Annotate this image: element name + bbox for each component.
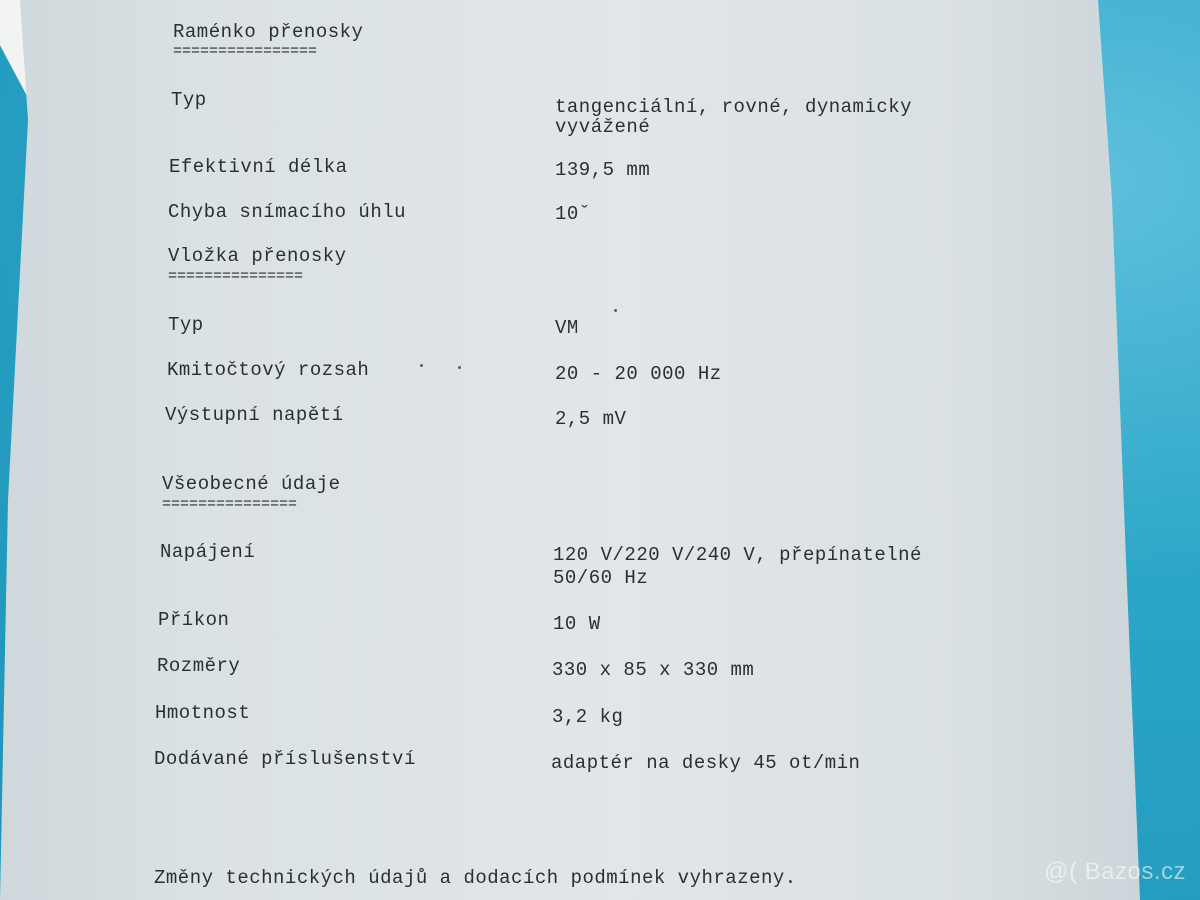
spec-label: Hmotnost [155, 702, 251, 724]
spec-value-cont: vyvážené [555, 116, 651, 138]
spec-value: adaptér na desky 45 ot/min [551, 752, 861, 774]
section-heading-tonearm: Raménko přenosky [173, 21, 364, 43]
spec-value: 139,5 mm [555, 159, 651, 181]
paper-speck [614, 309, 617, 312]
spec-label: Výstupní napětí [165, 404, 344, 426]
spec-value: tangenciální, rovné, dynamicky [555, 96, 913, 118]
spec-value: VM [555, 317, 579, 339]
spec-label: Kmitočtový rozsah [167, 359, 370, 381]
section-underline-tonearm: ================ [173, 43, 318, 60]
bazos-watermark: @( Bazos.cz [1044, 858, 1186, 885]
spec-value: 3,2 kg [552, 706, 624, 728]
spec-label: Chyba snímacího úhlu [168, 201, 407, 223]
spec-label: Rozměry [157, 655, 241, 677]
section-heading-general: Všeobecné údaje [162, 473, 341, 495]
spec-value: 2,5 mV [555, 408, 627, 430]
spec-value: 120 V/220 V/240 V, přepínatelné [553, 544, 922, 566]
section-underline-general: =============== [162, 496, 298, 513]
spec-value: 330 x 85 x 330 mm [552, 659, 755, 681]
section-heading-cartridge: Vložka přenosky [168, 245, 347, 267]
spec-label: Dodávané příslušenství [154, 748, 416, 770]
spec-label: Typ [168, 314, 204, 336]
spec-value: 20 - 20 000 Hz [555, 363, 722, 385]
spec-label: Typ [171, 89, 207, 111]
footer-note: Změny technických údajů a dodacích podmínek vyhrazeny. [154, 867, 797, 889]
spec-value: 10 W [553, 613, 601, 635]
spec-value: 10ˇ [555, 203, 591, 225]
spec-label: Efektivní délka [169, 156, 348, 178]
paper-speck [420, 364, 423, 367]
spec-label: Napájení [160, 541, 256, 563]
section-underline-cartridge: =============== [168, 268, 304, 285]
spec-label: Příkon [158, 609, 230, 631]
spec-value-cont: 50/60 Hz [553, 567, 649, 589]
paper-speck [458, 366, 461, 369]
